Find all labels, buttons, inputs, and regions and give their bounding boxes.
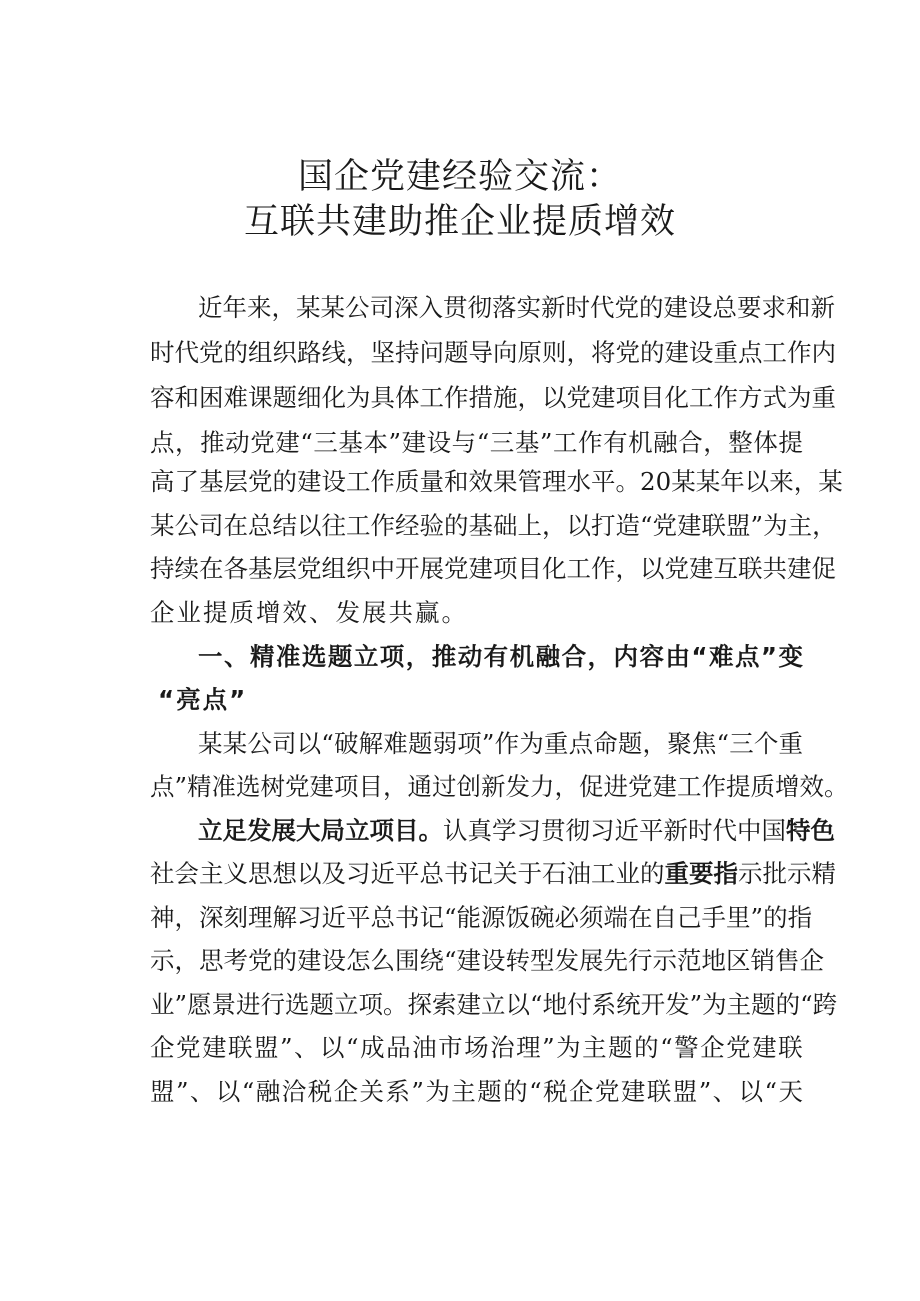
paragraph-1-line: 点 ， 推 动 党 建 “ 三 基 本 ” 建 设 与 “ 三 基 ” 工 作 有 机 融 合 ， 整 体 提 xyxy=(150,428,803,457)
paragraph-3-line: 示 ， 思 考 党 的 建 设 怎 么 围 绕 “ 建 设 转 型 发 展 先 行 示 范 地 区 销 售 企 xyxy=(150,946,825,975)
paragraph-1-line: 容 和 困 难 课 题 细 化 为 具 体 工 作 措 施 ， 以 党 建 项 目 化 工 作 方 式 为 重 xyxy=(150,383,836,412)
paragraph-1-line: 企业提质增效、发展共赢。 xyxy=(150,598,468,627)
section-1-heading: 一 、 精 准 选 题 立 项 ， 推 动 有 机 融 合 ， 内 容 由 “ 难 点 ” 变 xyxy=(198,642,803,671)
paragraph-1-line: 时 代 党 的 组 织 路 线 ， 坚 持 问 题 导 向 原 则 ， 将 党 的 建 设 重 点 工 作 内 xyxy=(150,338,836,367)
paragraph-2-line: 某 某 公 司 以 “ 破 解 难 题 弱 项 ” 作 为 重 点 命 题 ， 聚 焦 “ 三 个 重 xyxy=(198,729,803,758)
paragraph-1-line: 高 了 基 层 党 的 建 设 工 作 质 量 和 效 果 管 理 水 平 。 2 0 某 某 年 以 来 ， 某 xyxy=(150,467,843,496)
paragraph-3-line: 立 足 发 展 大 局 立 项 目 。 认 真 学 习 贯 彻 习 近 平 新 时 代 中 国 特 色 xyxy=(198,816,835,845)
paragraph-3-line: 盟 ” 、 以 “ 融 洽 税 企 关 系 ” 为 主 题 的 “ 税 企 党 建 联 盟 ” 、 以 “ 天 xyxy=(150,1077,803,1106)
document-title-line-1: 国企党建经验交流： xyxy=(297,157,622,197)
section-1-heading: “亮点” xyxy=(158,685,248,714)
paragraph-3-line: 业 ” 愿 景 进 行 选 题 立 项 。 探 索 建 立 以 “ 地 付 系 统 开 发 ” 为 主 题 的 “ 跨 xyxy=(150,990,838,1019)
paragraph-2-line: 点 ” 精 准 选 树 党 建 项 目 ， 通 过 创 新 发 力 ， 促 进 党 建 工 作 提 质 增 效 。 xyxy=(150,772,849,801)
paragraph-1-line: 某 公 司 在 总 结 以 往 工 作 经 验 的 基 础 上 ， 以 打 造 “ 党 建 联 盟 ” 为 主 ， xyxy=(150,511,837,540)
paragraph-3-line: 社 会 主 义 思 想 以 及 习 近 平 总 书 记 关 于 石 油 工 业 的 重 要 指 示 批 示 精 xyxy=(150,859,836,888)
paragraph-3-line: 企 党 建 联 盟 ” 、 以 “ 成 品 油 市 场 治 理 ” 为 主 题 的 “ 警 企 党 建 联 xyxy=(150,1033,803,1062)
document-title-line-2: 互联共建助推企业提质增效 xyxy=(243,202,676,242)
paragraph-1-line: 近 年 来 ， 某 某 公 司 深 入 贯 彻 落 实 新 时 代 党 的 建 设 总 要 求 和 新 xyxy=(198,293,835,322)
paragraph-3-line: 神 ， 深 刻 理 解 习 近 平 总 书 记 “ 能 源 饭 碗 必 须 端 在 自 己 手 里 ” 的 指 xyxy=(150,903,813,932)
paragraph-1-line: 持 续 在 各 基 层 党 组 织 中 开 展 党 建 项 目 化 工 作 ， 以 党 建 互 联 共 建 促 xyxy=(150,554,836,583)
